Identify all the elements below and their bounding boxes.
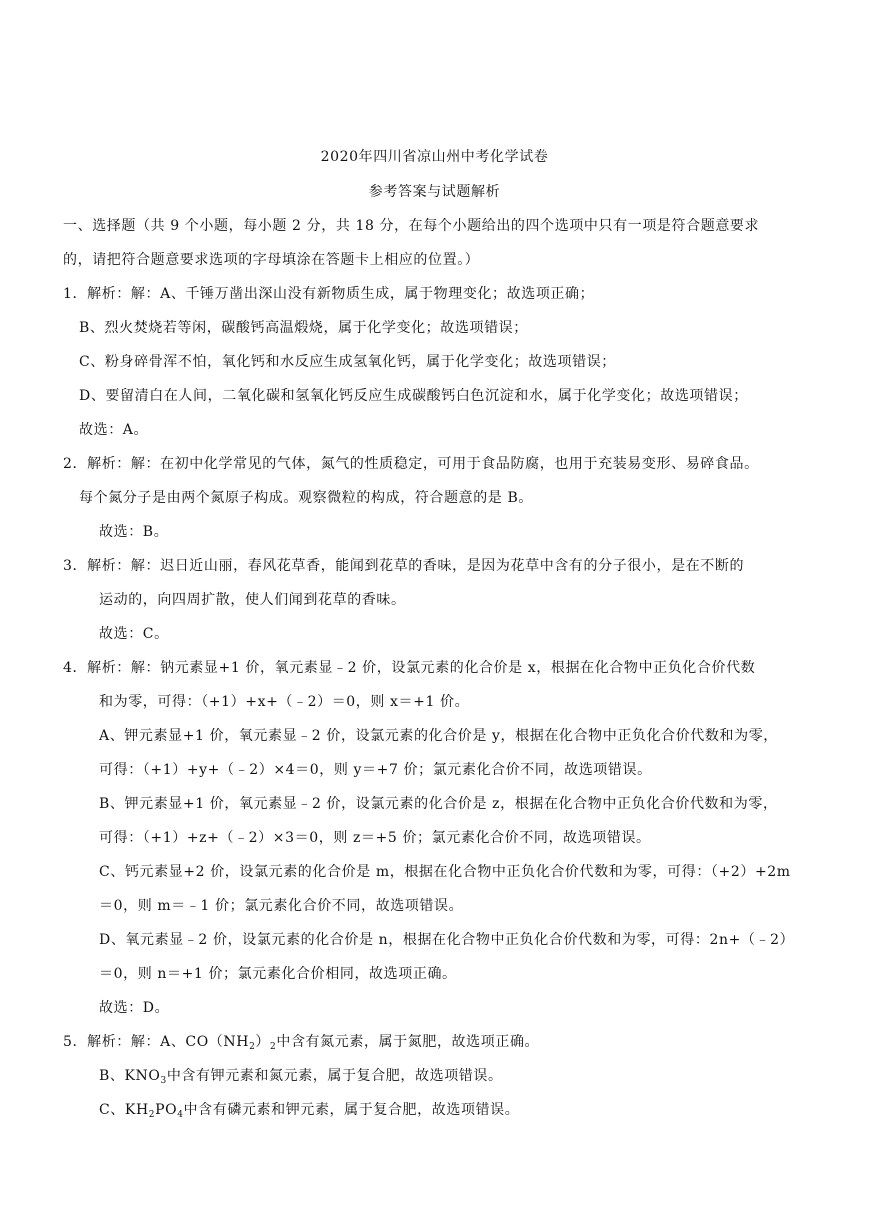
q5-c-text: C、KH	[99, 1102, 149, 1118]
q1-line: B、烈火焚烧若等闲，碳酸钙高温煅烧，属于化学变化；故选项错误；	[79, 320, 528, 336]
q1-line: D、要留清白在人间，二氧化碳和氢氧化钙反应生成碳酸钙白色沉淀和水，属于化学变化；故选项错误；	[79, 388, 748, 404]
q3-line: 3．解析：解：迟日近山丽，春风花草香，能闻到花草的香味，是因为花草中含有的分子很小，是在不断的	[63, 558, 745, 574]
subscript: 3	[160, 1076, 167, 1086]
q5-a-text: 5．解析：解：A、CO（NH	[63, 1034, 250, 1050]
q4-answer: 故选：D。	[99, 1000, 170, 1016]
section-heading-cont: 的，请把符合题意要求选项的字母填涂在答题卡上相应的位置。）	[63, 252, 480, 268]
q1-line: 1．解析：解：A、千锤万凿出深山没有新物质生成，属于物理变化；故选项正确；	[63, 286, 595, 302]
q4-line: 4．解析：解：钠元素显+1 价，氧元素显﹣2 价，设氯元素的化合价是 x，根据在化合物中正负化合价代数	[63, 660, 756, 676]
subscript: 2	[270, 1042, 277, 1052]
q5-a-text: 中含有氮元素，属于氮肥，故选项正确。	[276, 1034, 540, 1050]
q2-line: 每个氮分子是由两个氮原子构成。观察微粒的构成，符合题意的是 B。	[79, 490, 533, 506]
q5-b-text: 中含有钾元素和氮元素，属于复合肥，故选项错误。	[166, 1068, 503, 1084]
q4-line: 可得：（+1）+z+（﹣2）×3＝0，则 z＝+5 价；氯元素化合价不同，故选项错误。	[99, 830, 651, 846]
q3-answer: 故选：C。	[99, 626, 169, 642]
section-heading: 一、选择题（共 9 个小题，每小题 2 分，共 18 分，在每个小题给出的四个选项中只有一项是符合题意要求	[63, 218, 760, 234]
q5-line-b	[99, 1066, 503, 1086]
q1-answer: 故选：A。	[79, 422, 149, 438]
q1-line: C、粉身碎骨浑不怕，氧化钙和水反应生成氢氧化钙，属于化学变化；故选项错误；	[79, 354, 616, 370]
q5-line-c	[99, 1100, 519, 1120]
q2-line: 2．解析：解：在初中化学常见的气体，氮气的性质稳定，可用于食品防腐，也用于充装易变形、易碎食品。	[63, 456, 759, 472]
q4-line: B、钾元素显+1 价，氧元素显﹣2 价，设氯元素的化合价是 z，根据在化合物中正负化合价代数和为零，	[99, 796, 778, 812]
q5-c-text: 中含有磷元素和钾元素，属于复合肥，故选项错误。	[183, 1102, 520, 1118]
q4-line: 和为零，可得：（+1）+x+（﹣2）＝0，则 x＝+1 价。	[99, 694, 470, 710]
q4-line: D、氧元素显﹣2 价，设氯元素的化合价是 n，根据在化合物中正负化合价代数和为零，可得：2n+（﹣2）	[99, 932, 795, 948]
q4-line: 可得：（+1）+y+（﹣2）×4＝0，则 y＝+7 价；氯元素化合价不同，故选项错误。	[99, 762, 652, 778]
q4-line: A、钾元素显+1 价，氧元素显﹣2 价，设氯元素的化合价是 y，根据在化合物中正负化合价代数和为零，	[99, 728, 778, 744]
document-title: 2020年四川省凉山州中考化学试卷	[320, 149, 549, 165]
q5-line-a	[63, 1032, 539, 1052]
q3-line: 运动的，向四周扩散，使人们闻到花草的香味。	[99, 592, 406, 608]
q4-line: C、钙元素显+2 价，设氯元素的化合价是 m，根据在化合物中正负化合价代数和为零，可得：（+2）+2m	[99, 864, 791, 880]
q5-b-text: B、KNO	[99, 1068, 161, 1084]
q2-answer: 故选：B。	[99, 524, 169, 540]
q4-line: ＝0，则 n＝+1 价；氯元素化合价相同，故选项正确。	[99, 966, 457, 982]
document-subtitle: 参考答案与试题解析	[368, 184, 501, 200]
q5-a-text: ）	[255, 1034, 271, 1050]
subscript: 4	[177, 1110, 184, 1120]
q4-line: ＝0，则 m＝﹣1 价；氯元素化合价不同，故选项错误。	[99, 898, 464, 914]
subscript: 2	[249, 1042, 256, 1052]
subscript: 2	[148, 1110, 156, 1120]
q5-c-text: PO	[155, 1102, 178, 1118]
